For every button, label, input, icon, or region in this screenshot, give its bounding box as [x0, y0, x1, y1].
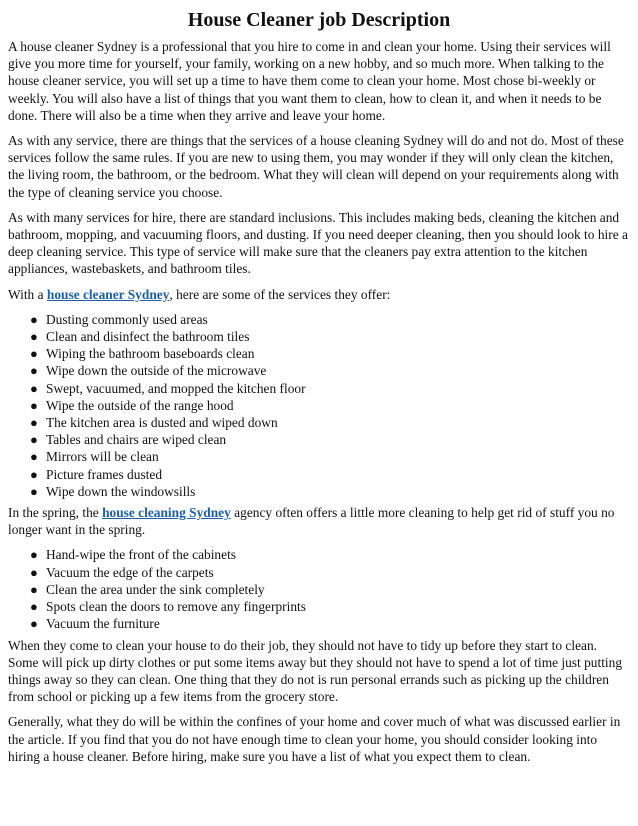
list-item [30, 598, 630, 615]
bullet-icon: ● [30, 346, 38, 362]
bullet-icon: ● [30, 363, 38, 379]
list-item-text: Mirrors will be clean [46, 449, 159, 465]
list-item-text: Swept, vacuumed, and mopped the kitchen floor [46, 380, 306, 396]
list-item-text: Dusting commonly used areas [46, 311, 208, 327]
paragraph-text: In the spring, the [8, 505, 103, 521]
bullet-icon: ● [30, 581, 38, 597]
list-item-text: Clean and disinfect the bathroom tiles [46, 329, 250, 345]
paragraph-intro: A house cleaner Sydney is a professional that you hire to come in and clean your home. Using their services will give you more time for yourself, your family, working on a new hobby, and so much more. When talking to the house cleaner service, you will set up a time to have them come to clean your home. Most chose bi-weekly or weekly. You will also have a list of things that you want them to clean, how to clean it, and when it needs to be done. There will also be a time when they arrive and leave your home. [8, 39, 611, 123]
list-item [30, 431, 630, 448]
bullet-icon: ● [30, 616, 38, 632]
list-item [30, 397, 630, 414]
list-item [30, 615, 630, 632]
list-item [30, 380, 630, 397]
list-item-text: Spots clean the doors to remove any fingerprints [46, 599, 306, 615]
list-item-text: Wipe down the windowsills [46, 483, 196, 499]
list-item [30, 414, 630, 431]
paragraph-spring [8, 504, 630, 538]
list-item [30, 581, 630, 598]
list-item-text: Wipe down the outside of the microwave [46, 363, 267, 379]
list-item-text: Wipe the outside of the range hood [46, 397, 234, 413]
bullet-icon: ● [30, 466, 38, 482]
list-item-text: Clean the area under the sink completely [46, 581, 265, 597]
bullet-icon: ● [30, 380, 38, 396]
bullet-icon: ● [30, 415, 38, 431]
paragraph-services-offer [8, 286, 630, 303]
bullet-icon: ● [30, 547, 38, 563]
list-item [30, 448, 630, 465]
bullet-icon: ● [30, 449, 38, 465]
services-list [8, 311, 630, 500]
list-item-text: Vacuum the edge of the carpets [46, 564, 214, 580]
list-item [30, 362, 630, 379]
list-item [30, 311, 630, 328]
list-item-text: Wiping the bathroom baseboards clean [46, 346, 255, 362]
list-item-text: Tables and chairs are wiped clean [46, 432, 227, 448]
list-item [30, 328, 630, 345]
bullet-icon: ● [30, 599, 38, 615]
list-item-text: Hand-wipe the front of the cabinets [46, 547, 237, 563]
spring-list [8, 546, 630, 632]
bullet-icon: ● [30, 397, 38, 413]
bullet-icon: ● [30, 329, 38, 345]
list-item [30, 483, 630, 500]
bullet-icon: ● [30, 564, 38, 580]
list-item [30, 466, 630, 483]
paragraph-services: As with any service, there are things that the services of a house cleaning Sydney will do and not do. Most of these services follow the same rules. If you are new to using them, you may wonder if they will only clean the kitchen, the living room, the bathroom, or the bedroom. What they will clean will depend on your requirements along with the type of cleaning service you choose. [8, 133, 624, 200]
bullet-icon: ● [30, 311, 38, 327]
bullet-icon: ● [30, 432, 38, 448]
page-title: House Cleaner job Description [187, 9, 451, 31]
paragraph-conclusion: Generally, what they do will be within the confines of your home and cover much of what was discussed earlier in the article. If you find that you do not have enough time to clean your home, you should consider looking into hiring a house cleaner. Before hiring, make sure you have a list of what you expect them to clean. [8, 714, 621, 764]
list-item-text: Vacuum the furniture [46, 616, 160, 632]
list-item-text: The kitchen area is dusted and wiped down [46, 415, 278, 431]
list-item [30, 564, 630, 581]
paragraph-text: With a [8, 286, 47, 302]
paragraph-inclusions: As with many services for hire, there are standard inclusions. This includes making beds, cleaning the kitchen and bathroom, mopping, and vacuuming floors, and dusting. If you need deeper cleaning, then you should look to hire a deep cleaning service. This type of service will make sure that the cleaners pay extra attention to the kitchen appliances, wastebaskets, and bathroom tiles. [8, 209, 628, 277]
paragraph-text: , here are some of the services they offer: [169, 286, 391, 302]
list-item [30, 546, 630, 563]
paragraph-tidy: When they come to clean your house to do their job, they should not have to tidy up before they start to clean. Some will pick up dirty clothes or put some items away but they should not have to spend a lot of time just putting things away so they can clean. One thing that they do not is run personal errands such as picking up the children from school or picking up a few items from the grocery store. [8, 637, 623, 705]
house-cleaner-sydney-link[interactable]: house cleaner Sydney [46, 286, 170, 302]
bullet-icon: ● [30, 483, 38, 499]
list-item [30, 345, 630, 362]
paragraph-text: agency often offers a little more cleaning to help get rid of stuff you no longer want in the spring. [8, 505, 615, 538]
house-cleaning-sydney-link[interactable]: house cleaning Sydney [102, 505, 231, 521]
list-item-text: Picture frames dusted [46, 466, 163, 482]
